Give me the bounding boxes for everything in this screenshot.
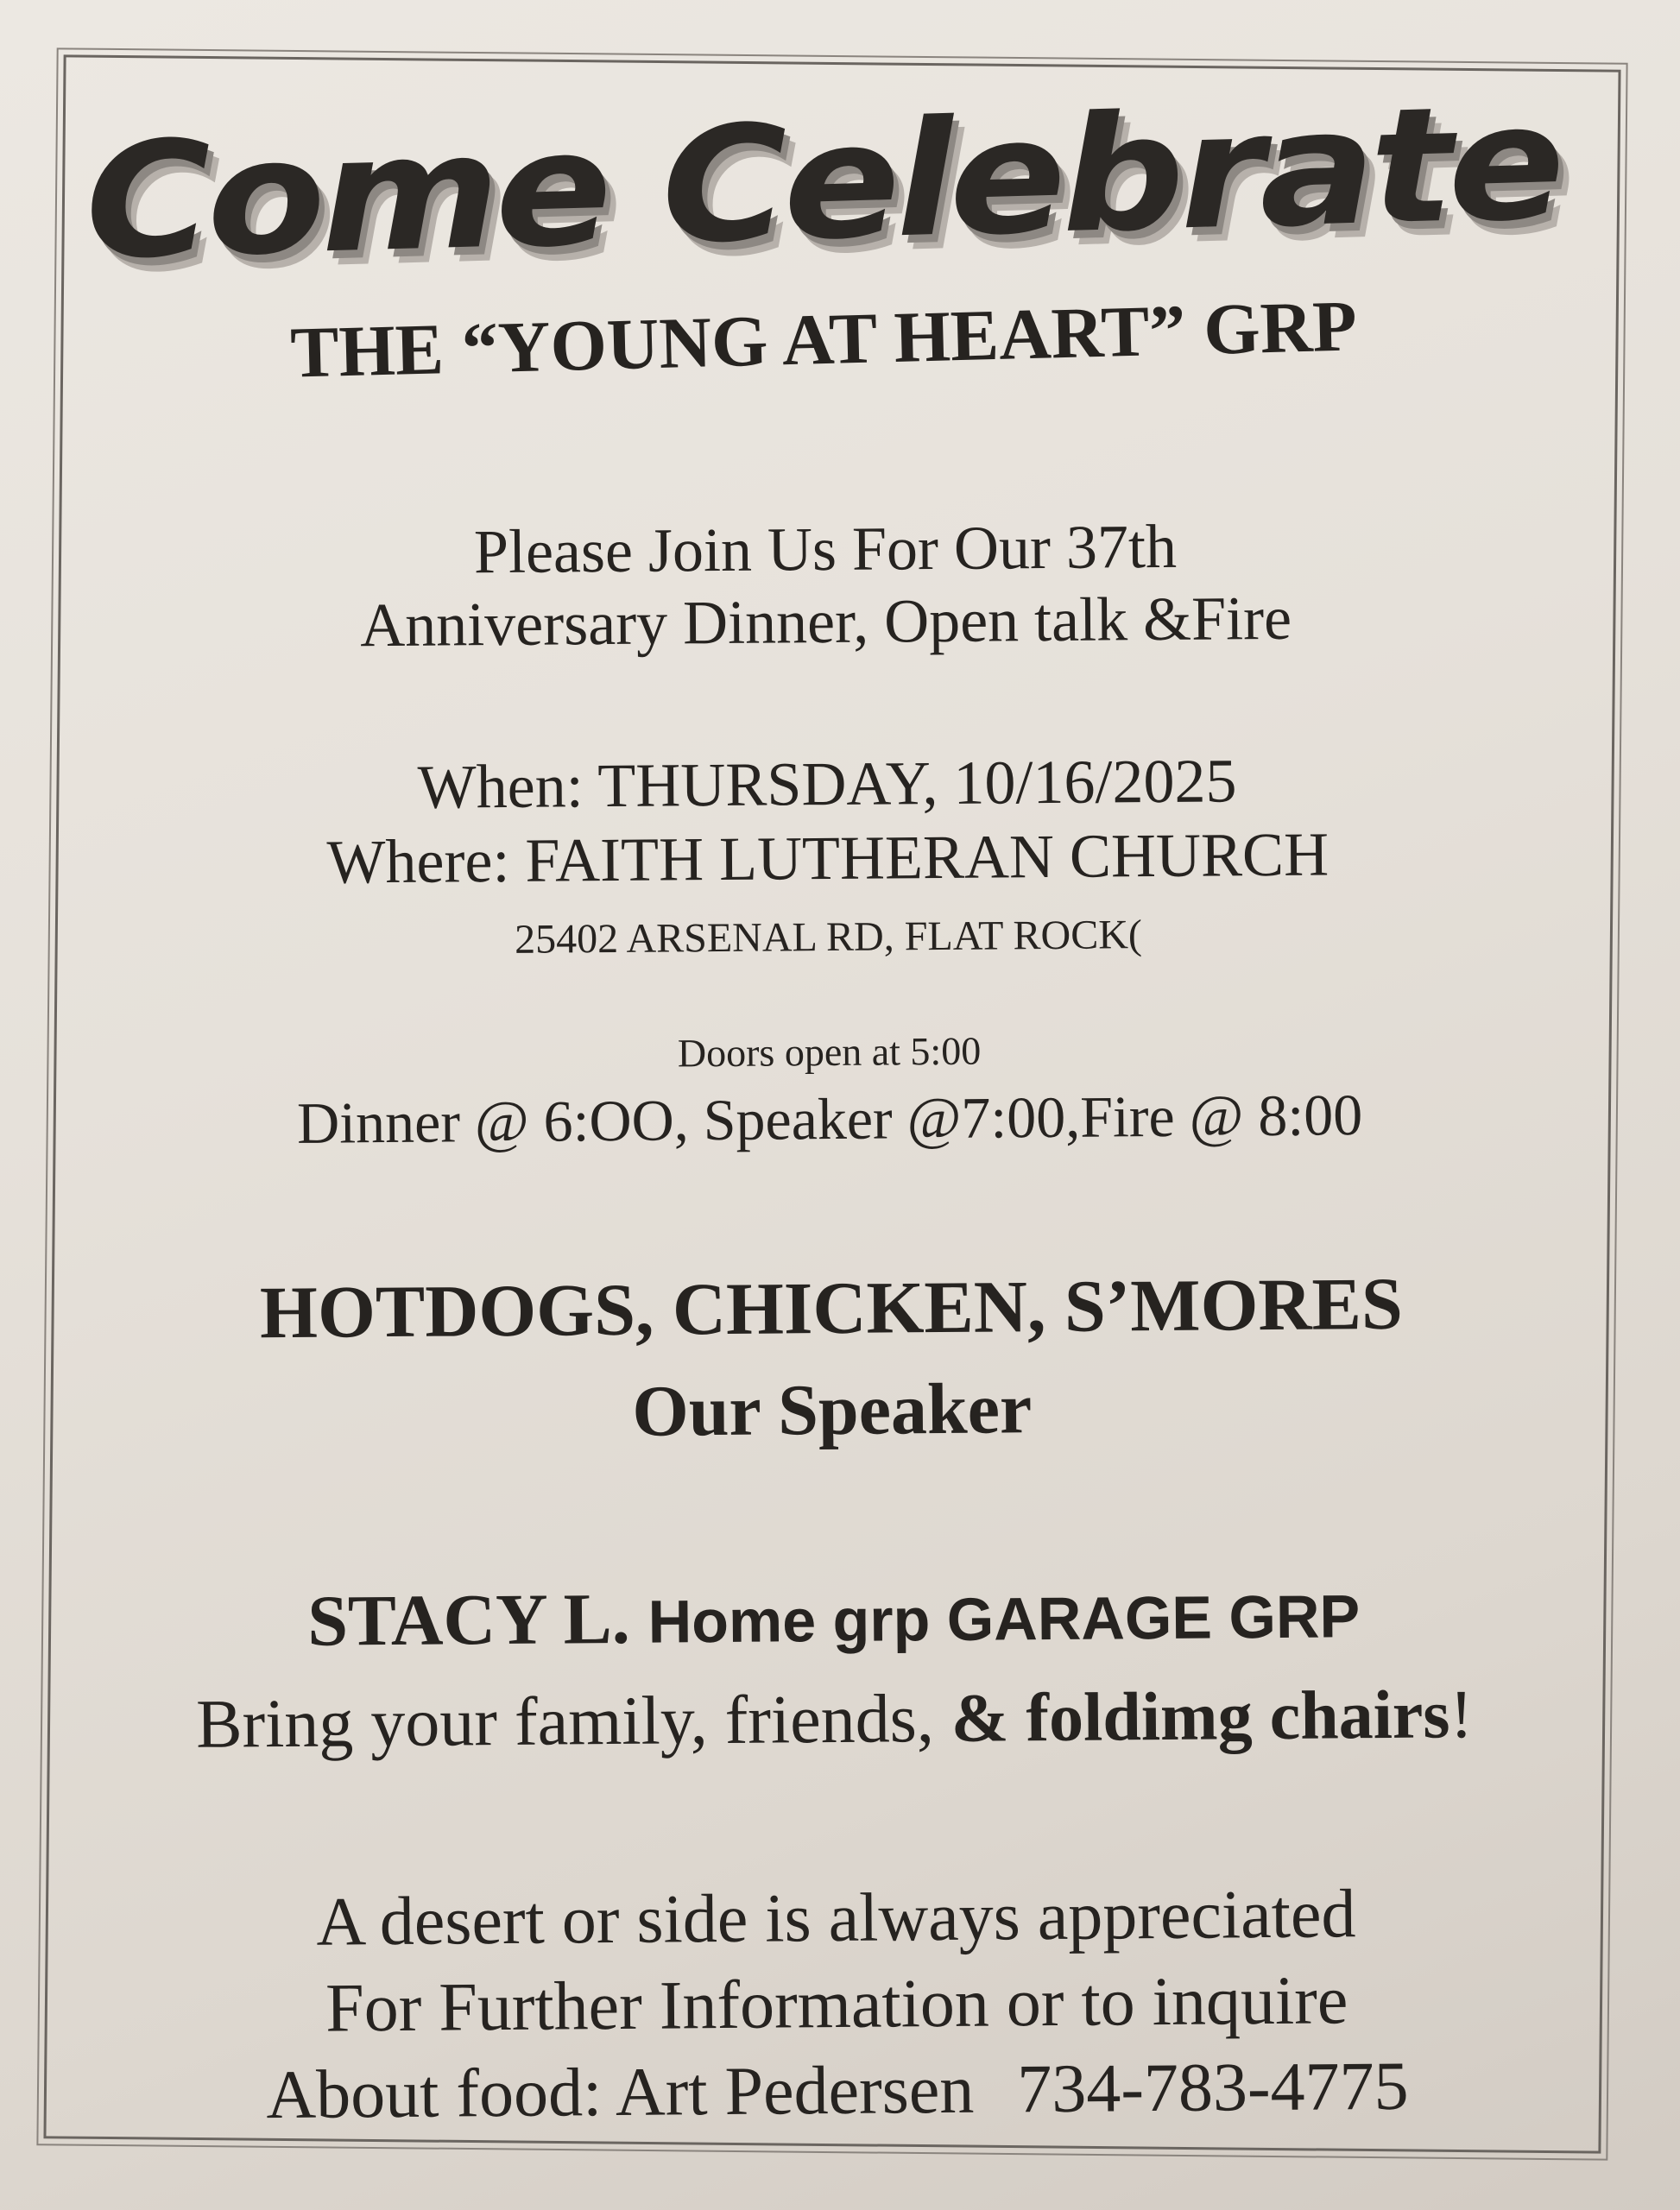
invite-line-1: Please Join Us For Our 37th — [473, 511, 1178, 587]
headline: Come Celebrate — [82, 70, 1563, 295]
desert-note: A desert or side is always appreciated — [316, 1876, 1356, 1961]
event-address: 25402 ARSENAL RD, FLAT ROCK( — [514, 912, 1143, 963]
speaker-name: STACY L. — [306, 1578, 631, 1662]
group-name: THE “YOUNG AT HEART” GRP — [289, 286, 1358, 394]
speaker-heading: Our Speaker — [632, 1368, 1033, 1452]
event-location: Where: FAITH LUTHERAN CHURCH — [326, 819, 1329, 897]
further-info: For Further Information or to inquire — [325, 1962, 1348, 2047]
bring-line — [58, 1676, 1611, 1763]
doors-open-time: Doors open at 5:00 — [677, 1028, 982, 1076]
bring-suffix: ! — [1449, 1676, 1474, 1753]
contact-line — [61, 2048, 1614, 2134]
speaker-group: Home grp GARAGE GRP — [647, 1582, 1361, 1656]
invite-line-2: Anniversary Dinner, Open talk &Fire — [359, 583, 1292, 660]
bring-prefix: Bring your family, friends, — [195, 1680, 952, 1763]
event-flyer — [46, 56, 1614, 2147]
event-date: When: THURSDAY, 10/16/2025 — [417, 746, 1237, 822]
event-schedule: Dinner @ 6:OO, Speaker @7:00,Fire @ 8:00 — [296, 1082, 1363, 1156]
contact-phone: 734-783-4775 — [1016, 2048, 1409, 2128]
speaker-line — [57, 1575, 1610, 1660]
contact-label: About food: Art Pedersen — [266, 2051, 975, 2134]
bring-bold-text: & foldimg chairs — [951, 1676, 1450, 1757]
menu-items: HOTDOGS, CHICKEN, S’MORES — [259, 1261, 1404, 1354]
